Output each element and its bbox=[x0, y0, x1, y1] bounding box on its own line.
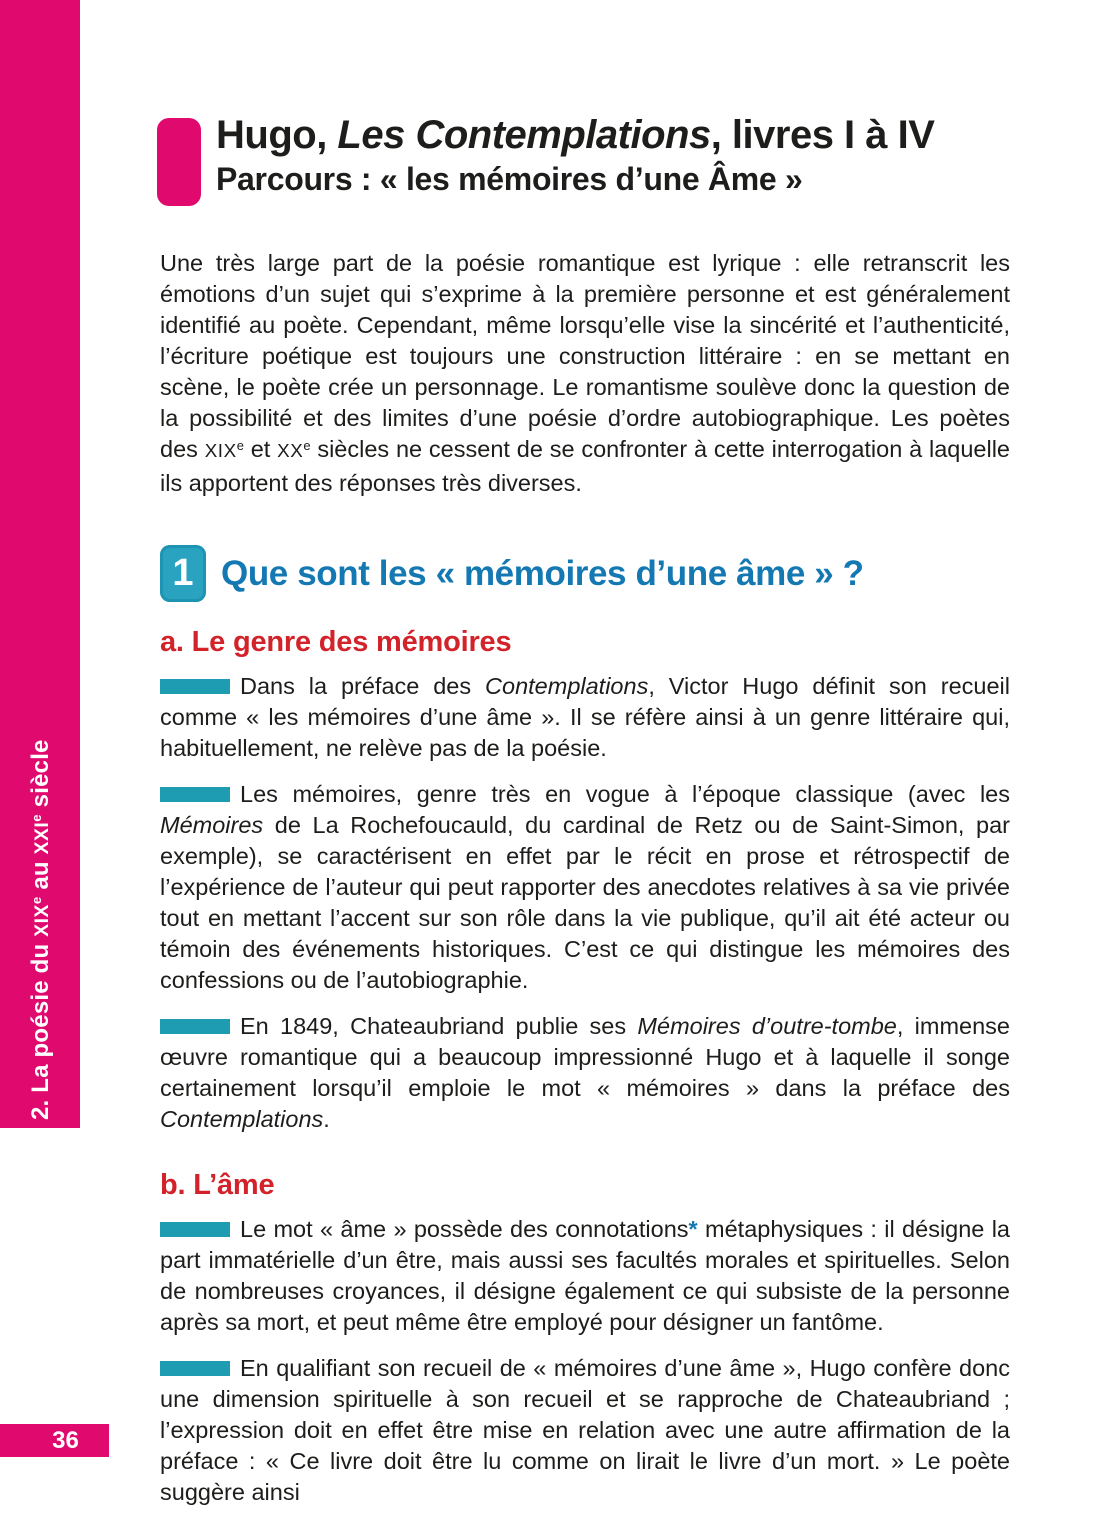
paragraph-text: Dans la préface des Contemplations, Victor Hugo définit son recueil comme « les mémoires d’une âme ». Il se réfère ainsi à un genre littéraire qui, habituellement, ne relève pas de la poésie. bbox=[160, 673, 1011, 761]
paragraph-bullet-icon bbox=[160, 1361, 230, 1376]
section-number-badge: 1 bbox=[160, 545, 206, 602]
subsection-b-heading: b. L’âme bbox=[160, 1169, 275, 1201]
main-content bbox=[160, 0, 1010, 1523]
chapter-sidebar-bar bbox=[0, 0, 80, 1128]
section-title: Que sont les « mémoires d’une âme » ? bbox=[221, 553, 864, 593]
intro-paragraph: Une très large part de la poésie romantique est lyrique : elle retranscrit les émotions d’un sujet qui s’exprime à la première personne et est généralement identifié au poète. Cependant, même lorsqu’elle vise la sincérité et l’authenticité, l’écriture poétique est toujours une construction littéraire : en se mettant en scène, le poète crée un personnage. Le romantisme soulève donc la question de la possibilité et des limites d’une poésie d’ordre autobiographique. Les poètes des XIXe et XXe siècles ne cessent de se confronter à cette interrogation à laquelle ils apportent des réponses très diverses. bbox=[160, 250, 1010, 496]
paragraph-bullet-icon bbox=[160, 679, 230, 694]
chapter-sidebar-label: 2. La poésie du XIXe au XXIe siècle bbox=[27, 739, 54, 1120]
paragraph bbox=[160, 1214, 1010, 1338]
paragraph bbox=[160, 779, 1010, 996]
section-heading bbox=[160, 545, 1010, 602]
title-accent-pill bbox=[157, 118, 201, 206]
paragraph-text: Les mémoires, genre très en vogue à l’époque classique (avec les Mémoires de La Rochefoucauld, du cardinal de Retz ou de Saint-Simon, par exemple), se caractérisent en effet par le récit en prose et rétrospectif de l’expérience de l’auteur qui peut rapporter des anecdotes relatives à sa vie privée tout en mettant l’accent sur son rôle dans la vie publique, qu’il ait été acteur ou témoin des événements historiques. C’est ce qui distingue les mémoires des confessions ou de l’autobiographie. bbox=[160, 781, 1010, 993]
paragraph-bullet-icon bbox=[160, 787, 230, 802]
paragraph-bullet-icon bbox=[160, 1019, 230, 1034]
chapter-subtitle: Parcours : « les mémoires d’une Âme » bbox=[216, 161, 803, 197]
paragraph bbox=[160, 1353, 1010, 1508]
page-number-badge bbox=[0, 1424, 109, 1457]
paragraph-text: En 1849, Chateaubriand publie ses Mémoires d’outre-tombe, immense œuvre romantique qui a beaucoup impressionné Hugo et à laquelle il songe certainement lorsqu’il emploie le mot « mémoires » dans la préface des Contemplations. bbox=[160, 1013, 1010, 1132]
paragraph bbox=[160, 671, 1010, 764]
paragraph-text: Le mot « âme » possède des connotations* métaphysiques : il désigne la part immatérielle d’un être, mais aussi ses facultés morales et spirituelles. Selon de nombreuses croyances, il désigne également ce qui subsiste de la personne après sa mort, et peut même être employé pour désigner un fantôme. bbox=[160, 1216, 1011, 1335]
chapter-header bbox=[160, 112, 1010, 208]
paragraph bbox=[160, 1011, 1010, 1135]
subsection-a-heading: a. Le genre des mémoires bbox=[160, 626, 512, 658]
paragraph-bullet-icon bbox=[160, 1222, 230, 1237]
page-number: 36 bbox=[52, 1426, 79, 1454]
chapter-title: Hugo, Les Contemplations, livres I à IV bbox=[216, 113, 935, 157]
paragraph-text: En qualifiant son recueil de « mémoires d’une âme », Hugo confère donc une dimension spirituelle à son recueil et se rapproche de Chateaubriand ; l’expression doit en effet être mise en relation avec une autre affirmation de la préface : « Ce livre doit être lu comme on lirait le livre d’un mort. » Le poète suggère ainsi bbox=[160, 1355, 1010, 1505]
